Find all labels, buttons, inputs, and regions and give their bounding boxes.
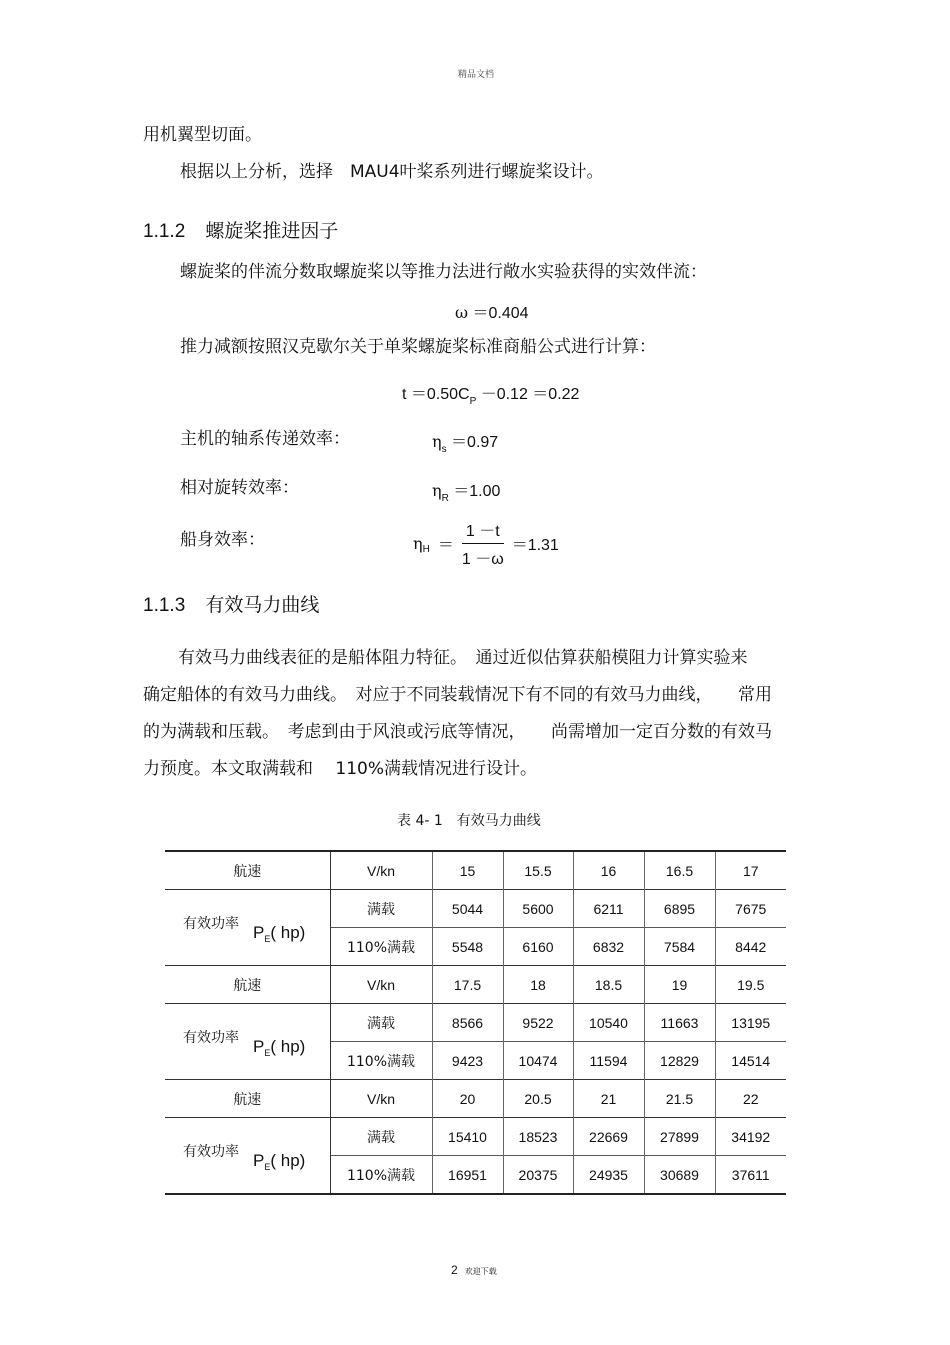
section-number: 1.1.3 <box>143 595 186 616</box>
hull-efficiency-formula <box>413 518 559 569</box>
section-title: 螺旋桨推进因子 <box>205 220 339 242</box>
overload-label: 110%满载 <box>330 1156 432 1195</box>
full-load-cell: 27899 <box>644 1118 715 1156</box>
formula-value: ＝1.00 <box>453 483 501 500</box>
overload-cell: 5548 <box>432 928 503 966</box>
speed-cell: 18.5 <box>573 966 644 1004</box>
overload-label: 110%满载 <box>330 1042 432 1080</box>
power-label-text: 有效功率 <box>183 1029 239 1046</box>
overload-cell: 11594 <box>573 1042 644 1080</box>
power-symbol <box>253 1151 305 1171</box>
header-watermark: 精品文档 <box>458 70 495 80</box>
overload-cell: 37611 <box>715 1156 786 1195</box>
power-label-group <box>165 1119 330 1193</box>
full-load-row <box>165 1004 786 1042</box>
overload-cell: 7584 <box>644 928 715 966</box>
power-label <box>165 1004 330 1080</box>
speed-cell: 19 <box>644 966 715 1004</box>
paragraph-line: 力预度。本文取满载和 110%满载情况进行设计。 <box>143 759 538 779</box>
section-number: 1.1.2 <box>143 221 186 242</box>
fraction-denominator: 1 －ω <box>461 551 504 568</box>
formula-value: ＝0.97 <box>451 434 499 451</box>
speed-cell: 15 <box>432 851 503 890</box>
rotative-efficiency-label: 相对旋转效率： <box>180 478 299 498</box>
full-load-label: 满载 <box>330 1004 432 1042</box>
formula-right: －0.12 ＝0.22 <box>476 386 580 403</box>
power-symbol <box>253 1037 305 1057</box>
power-symbol <box>253 923 305 943</box>
footer <box>451 1259 497 1278</box>
omega-symbol: ω <box>455 303 469 322</box>
speed-row <box>165 966 786 1004</box>
rotative-efficiency-formula <box>432 478 501 504</box>
power-symbol-sub: E <box>264 933 271 944</box>
eta-symbol: η <box>413 534 423 553</box>
page-number: 2 <box>451 1263 458 1277</box>
speed-cell: 20.5 <box>503 1080 573 1118</box>
speed-cell: 19.5 <box>715 966 786 1004</box>
speed-cell: 15.5 <box>503 851 573 890</box>
power-symbol-letter: P <box>253 922 265 942</box>
full-load-label: 满载 <box>330 1118 432 1156</box>
overload-cell: 24935 <box>573 1156 644 1195</box>
speed-cell: 20 <box>432 1080 503 1118</box>
formula-value: ＝0.404 <box>472 305 529 322</box>
power-symbol-letter: P <box>253 1150 265 1170</box>
overload-cell: 8442 <box>715 928 786 966</box>
full-load-cell: 34192 <box>715 1118 786 1156</box>
overload-cell: 20375 <box>503 1156 573 1195</box>
speed-cell: 16 <box>573 851 644 890</box>
power-label-text: 有效功率 <box>183 1143 239 1160</box>
speed-unit: V/kn <box>330 966 432 1004</box>
full-load-cell: 8566 <box>432 1004 503 1042</box>
full-load-cell: 9522 <box>503 1004 573 1042</box>
formula-value: ＝1.31 <box>511 537 559 554</box>
paragraph-line: 螺旋桨的伴流分数取螺旋桨以等推力法进行敞水实验获得的实效伴流： <box>180 262 707 282</box>
formula-sub: s <box>441 444 447 455</box>
formula-left: t ＝0.50C <box>402 386 470 403</box>
overload-cell: 10474 <box>503 1042 573 1080</box>
fraction-numerator: 1 －t <box>462 518 504 544</box>
power-label <box>165 1118 330 1195</box>
power-label-text: 有效功率 <box>183 915 239 932</box>
effective-power-table <box>165 850 786 1195</box>
thrust-deduction-formula <box>402 381 580 407</box>
full-load-row <box>165 1118 786 1156</box>
fraction <box>458 518 508 569</box>
formula-sub: H <box>422 544 430 555</box>
full-load-cell: 10540 <box>573 1004 644 1042</box>
power-label-group <box>165 891 330 965</box>
speed-label: 航速 <box>165 851 330 890</box>
speed-unit: V/kn <box>330 1080 432 1118</box>
power-label-group <box>165 1005 330 1079</box>
full-load-label: 满载 <box>330 890 432 928</box>
paragraph-line: 确定船体的有效马力曲线。 对应于不同装载情况下有不同的有效马力曲线， 常用 <box>143 685 772 705</box>
speed-cell: 21.5 <box>644 1080 715 1118</box>
section-heading-1-1-2 <box>143 216 338 243</box>
full-load-cell: 22669 <box>573 1118 644 1156</box>
power-unit: ( hp) <box>270 1150 306 1170</box>
full-load-cell: 6211 <box>573 890 644 928</box>
overload-cell: 30689 <box>644 1156 715 1195</box>
full-load-cell: 18523 <box>503 1118 573 1156</box>
full-load-row <box>165 890 786 928</box>
speed-cell: 18 <box>503 966 573 1004</box>
hull-efficiency-label: 船身效率： <box>180 530 265 550</box>
paragraph-line: 的为满载和压载。 考虑到由于风浪或污底等情况， 尚需增加一定百分数的有效马 <box>143 722 772 742</box>
speed-unit: V/kn <box>330 851 432 890</box>
power-symbol-sub: E <box>264 1161 271 1172</box>
power-unit: ( hp) <box>270 1036 306 1056</box>
section-heading-1-1-3 <box>143 590 319 617</box>
overload-cell: 6160 <box>503 928 573 966</box>
section-title: 有效马力曲线 <box>205 594 320 616</box>
speed-label: 航速 <box>165 966 330 1004</box>
shaft-efficiency-label: 主机的轴系传递效率： <box>180 429 350 449</box>
speed-row <box>165 851 786 890</box>
formula-sub: R <box>441 493 449 504</box>
overload-label: 110%满载 <box>330 928 432 966</box>
paragraph-line: 根据以上分析，选择 MAU4叶桨系列进行螺旋桨设计。 <box>180 162 604 182</box>
formula-equals: ＝ <box>437 537 454 554</box>
overload-cell: 16951 <box>432 1156 503 1195</box>
paragraph-line: 推力减额按照汉克歇尔关于单桨螺旋桨标准商船公式进行计算： <box>180 337 656 357</box>
overload-cell: 6832 <box>573 928 644 966</box>
speed-cell: 17.5 <box>432 966 503 1004</box>
shaft-efficiency-formula <box>432 429 499 455</box>
power-symbol-sub: E <box>264 1047 271 1058</box>
eta-symbol: η <box>432 481 442 500</box>
speed-cell: 22 <box>715 1080 786 1118</box>
speed-row <box>165 1080 786 1118</box>
footer-text: 欢迎下载 <box>464 1267 497 1276</box>
full-load-cell: 11663 <box>644 1004 715 1042</box>
table-caption: 表 4- 1 有效马力曲线 <box>397 813 541 829</box>
power-label <box>165 890 330 966</box>
full-load-cell: 5600 <box>503 890 573 928</box>
speed-label: 航速 <box>165 1080 330 1118</box>
speed-cell: 17 <box>715 851 786 890</box>
full-load-cell: 5044 <box>432 890 503 928</box>
power-symbol-letter: P <box>253 1036 265 1056</box>
formula-sub: P <box>469 396 477 407</box>
speed-cell: 16.5 <box>644 851 715 890</box>
overload-cell: 14514 <box>715 1042 786 1080</box>
paragraph-line: 有效马力曲线表征的是船体阻力特征。 通过近似估算获船模阻力计算实验来 <box>178 648 748 668</box>
full-load-cell: 6895 <box>644 890 715 928</box>
full-load-cell: 15410 <box>432 1118 503 1156</box>
full-load-cell: 7675 <box>715 890 786 928</box>
wake-fraction-formula <box>455 300 529 323</box>
overload-cell: 9423 <box>432 1042 503 1080</box>
overload-cell: 12829 <box>644 1042 715 1080</box>
speed-cell: 21 <box>573 1080 644 1118</box>
full-load-cell: 13195 <box>715 1004 786 1042</box>
eta-symbol: η <box>432 432 442 451</box>
paragraph-line: 用机翼型切面。 <box>143 125 262 145</box>
power-unit: ( hp) <box>270 922 306 942</box>
